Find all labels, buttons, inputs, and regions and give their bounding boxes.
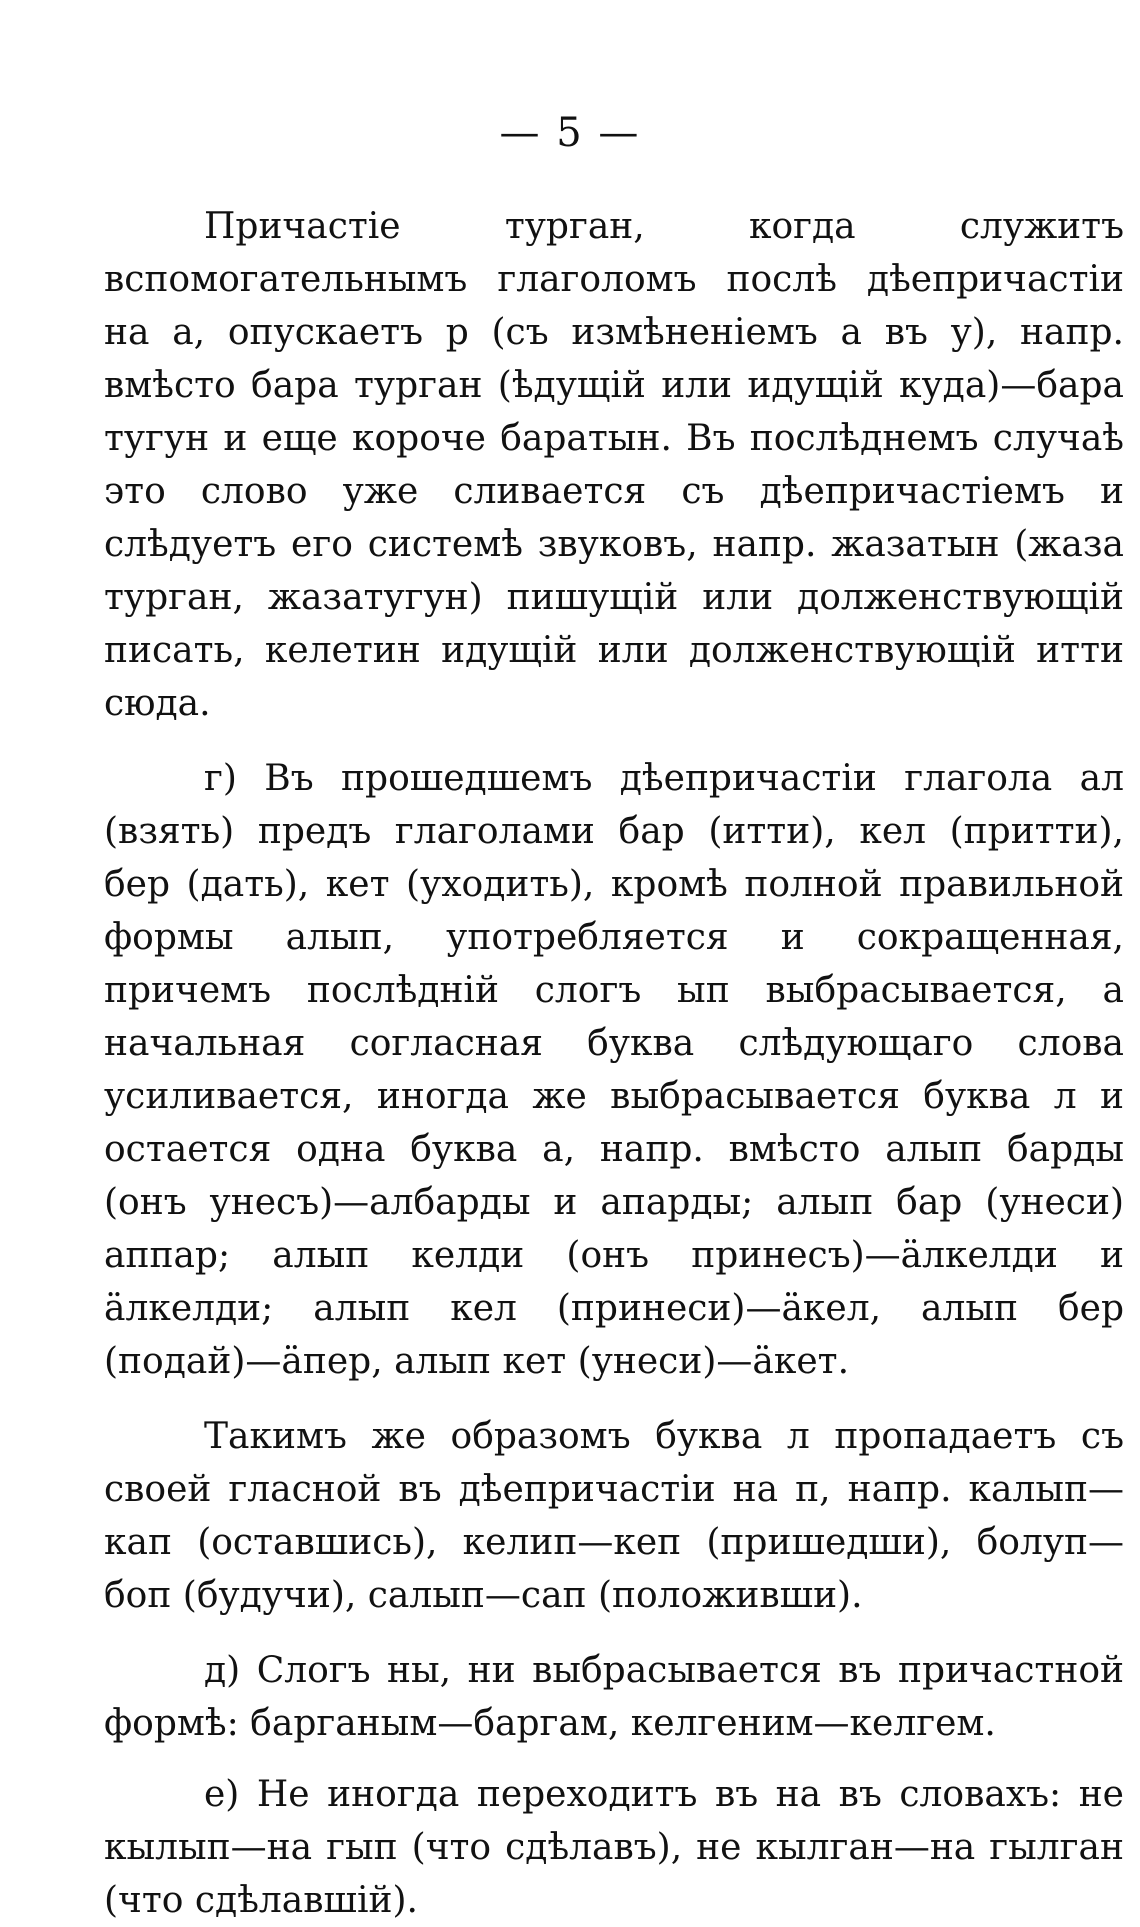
page-number: — 5 — bbox=[499, 110, 641, 156]
paragraph-section-d: д) Слогъ ны, ни выбрасывается въ причастной формѣ: барганым—баргам, келгеним—келгем. bbox=[104, 1650, 1124, 1744]
paragraph-section-g: г) Въ прошедшемъ дѣепричастіи глагола ал (взять) предъ глаголами бар (итти), кел (притти), бер (дать), кет (уходить), кромѣ полной правильной формы алып, употребляется и сокращенная, причемъ послѣдній слогъ ып выбрасывается, а начальная согласная буква слѣдующаго слова усиливается, иногда же выбрасывается буква л и остается одна буква а, напр. вмѣсто алып барды (онъ унесъ)—албарды и апарды; алып бар (унеси) аппар; алып келди (онъ принесъ)—äлкелди и äлкелди; алып кел (принеси)—äкел, алып бер (подай)—äпер, алып кет (унеси)—äкет. bbox=[104, 758, 1124, 1382]
paragraph-section-e: е) Не иногда переходитъ въ на въ словахъ: не кылып—на гып (что сдѣлавъ), не кылган—на гылган (что сдѣлавшій). bbox=[104, 1774, 1124, 1921]
paragraph-letter-l-drop: Такимъ же образомъ буква л пропадаетъ съ своей гласной въ дѣепричастіи на п, напр. калып—кап (оставшись), келип—кеп (пришедши), болуп—боп (будучи), салып—сап (положивши). bbox=[104, 1416, 1124, 1616]
body-text bbox=[104, 200, 1124, 1927]
paragraph-participle-turgan: Причастіе турган, когда служитъ вспомогательнымъ глаголомъ послѣ дѣепричастіи на а, опускаетъ р (съ измѣненіемъ а въ у), напр. вмѣсто бара турган (ѣдущій или идущій куда)—бара тугун и еще короче баратын. Въ послѣднемъ случаѣ это слово уже сливается съ дѣепричастіемъ и слѣдуетъ его системѣ звуковъ, напр. жазатын (жаза турган, жазатугун) пишущій или долженствующій писать, келетин идущій или долженствующій итти сюда. bbox=[104, 206, 1124, 724]
